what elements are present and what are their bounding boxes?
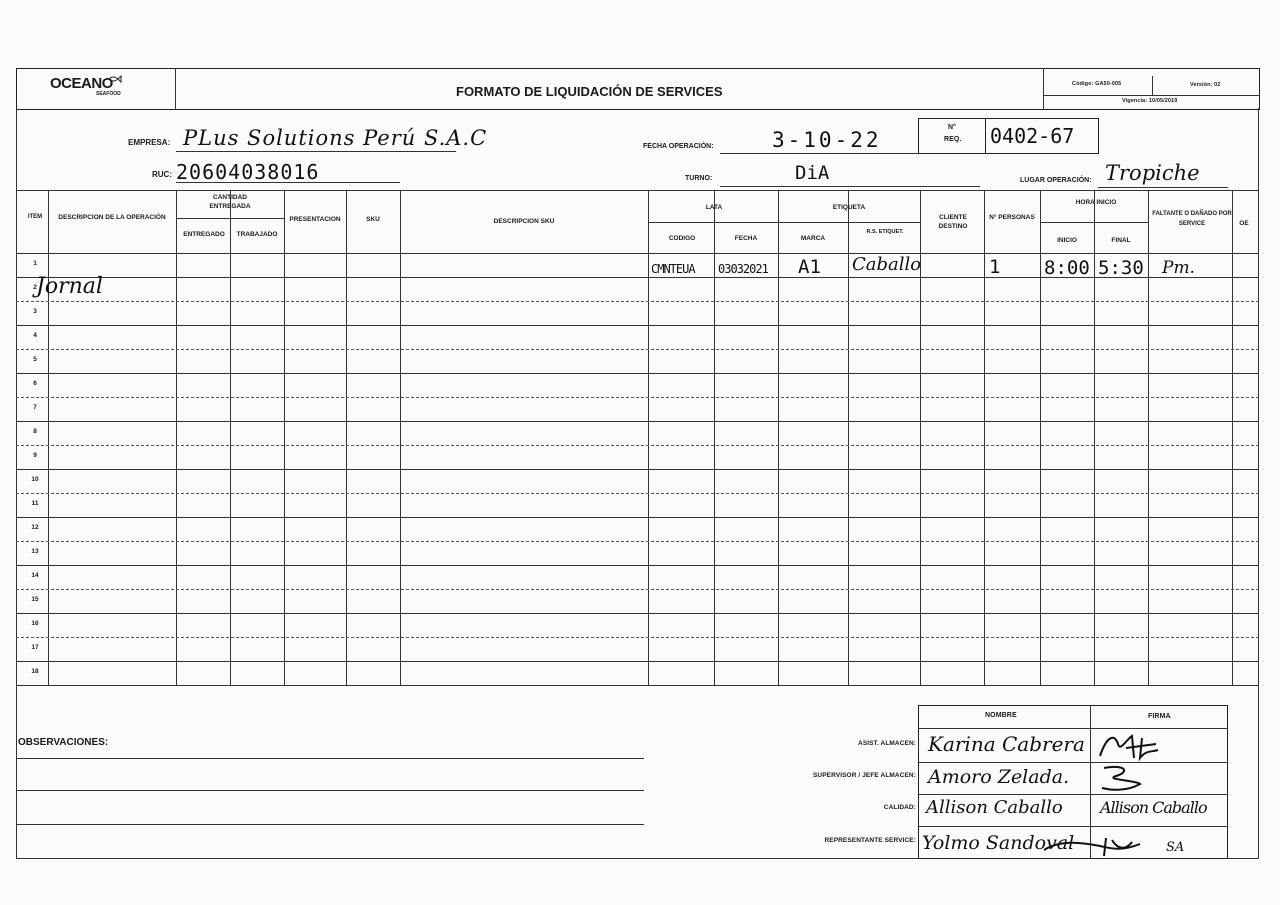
row1-marca: A1 <box>798 256 821 278</box>
observaciones-line <box>16 790 644 791</box>
form-title: FORMATO DE LIQUIDACIÓN DE SERVICES <box>456 84 723 99</box>
header-divider <box>1152 76 1153 95</box>
row2-descripcion: Jornal <box>36 274 103 299</box>
row-number: 2 <box>33 284 37 291</box>
nombre-header: NOMBRE <box>985 712 1017 719</box>
nombre-asist-almacen: Karina Cabrera <box>928 732 1085 756</box>
observaciones-line <box>16 824 644 825</box>
nreq-label-req: REQ. <box>944 136 962 143</box>
firma-header: FIRMA <box>1148 713 1171 720</box>
th-lata: LATA <box>705 204 723 211</box>
table-row-line <box>16 301 1259 302</box>
subheader-line <box>1040 222 1148 223</box>
signature-representante <box>1040 834 1170 863</box>
th-marca: MARCA <box>800 235 826 242</box>
ruc-label: RUC: <box>152 170 172 179</box>
table-column-line <box>848 190 849 685</box>
fecha-underline <box>720 153 920 154</box>
table-column-line <box>1094 190 1095 685</box>
table-row-line <box>16 325 1259 326</box>
header-divider <box>1043 95 1259 96</box>
th-entregado: ENTREGADO <box>183 231 225 238</box>
th-fecha: FECHA <box>734 235 758 242</box>
header-divider <box>175 68 176 110</box>
signature-representante-suffix: SA <box>1166 840 1185 855</box>
th-oe: OE <box>1239 220 1249 227</box>
th-rs-etiquet: R.S. ETIQUET. <box>866 229 904 235</box>
fecha-operacion-label: FECHA OPERACIÓN: <box>643 143 714 150</box>
turno-underline <box>720 186 980 187</box>
sig-row-divider <box>918 826 1227 827</box>
nombre-supervisor: Amoro Zelada. <box>928 766 1070 788</box>
row-number: 1 <box>33 260 37 267</box>
th-final: FINAL <box>1111 237 1131 244</box>
row-number: 8 <box>33 428 37 435</box>
th-cantidad-entregada: CANTIDAD ENTREGADA <box>209 194 251 210</box>
subheader-line <box>648 222 920 223</box>
table-column-line <box>284 190 285 685</box>
table-column-line <box>778 190 779 685</box>
form-code: Código: GA50-005 <box>1072 81 1122 87</box>
row-number: 16 <box>31 620 39 627</box>
table-row-line <box>16 613 1259 614</box>
table-column-line <box>230 190 231 685</box>
table-column-line <box>648 190 649 685</box>
th-codigo: CODIGO <box>668 235 696 242</box>
logo-text: OCEANO <box>50 75 113 92</box>
signature-supervisor <box>1096 762 1166 799</box>
table-row-line <box>16 373 1259 374</box>
role-representante: REPRESENTANTE SERVICE: <box>824 837 916 844</box>
sig-row-divider <box>918 794 1227 795</box>
table-row-line <box>16 445 1259 446</box>
company-logo <box>50 75 113 92</box>
row1-final: 5:30 <box>1098 257 1144 279</box>
row1-inicio: 8:00 <box>1044 257 1090 279</box>
form-vigencia: Vigencia: 10/05/2019 <box>1122 98 1178 104</box>
table-row-line <box>16 421 1259 422</box>
table-border <box>16 190 1259 191</box>
ruc-underline <box>176 182 400 183</box>
th-etiqueta: ETIQUETA <box>832 204 866 211</box>
row-number: 3 <box>33 308 37 315</box>
nreq-value: 0402-67 <box>990 124 1075 148</box>
turno-label: TURNO: <box>685 175 713 182</box>
th-presentacion: PRESENTACION <box>289 216 341 223</box>
table-column-line <box>400 190 401 685</box>
th-faltante: FALTANTE O DAÑADO POR SERVICE <box>1152 211 1232 227</box>
table-border <box>16 685 1259 686</box>
row-number: 10 <box>31 476 39 483</box>
empresa-underline <box>176 151 456 152</box>
th-trabajado: TRABAJADO <box>236 231 278 238</box>
row1-rs-etiquet: Caballo <box>852 254 922 275</box>
table-column-line <box>1258 190 1259 685</box>
nombre-representante: Yolmo Sandoval <box>922 832 1075 854</box>
table-row-line <box>16 589 1259 590</box>
th-sku: SKU <box>366 216 380 223</box>
observaciones-label: OBSERVACIONES: <box>18 737 109 748</box>
table-column-line <box>346 190 347 685</box>
th-descripcion-operacion: DESCRIPCION DE LA OPERACIÓN <box>58 214 166 221</box>
fish-icon <box>108 70 122 78</box>
row-number: 15 <box>31 596 39 603</box>
table-row-line <box>16 397 1259 398</box>
logo-subtext: SEAFOOD <box>96 91 121 97</box>
table-column-line <box>16 190 17 685</box>
table-column-line <box>1232 190 1233 685</box>
sig-row-divider <box>918 728 1227 729</box>
fecha-operacion-value: 3-10-22 <box>772 128 882 152</box>
role-supervisor: SUPERVISOR / JEFE ALMACEN: <box>812 772 916 779</box>
row1-fecha: 03032021 <box>718 262 768 276</box>
lugar-operacion-value: Tropiche <box>1105 161 1200 185</box>
row-number: 18 <box>31 668 39 675</box>
row-number: 13 <box>31 548 39 555</box>
row-number: 9 <box>33 452 37 459</box>
role-asist-almacen: ASIST. ALMACEN: <box>858 740 916 747</box>
table-row-line <box>16 349 1259 350</box>
empresa-label: EMPRESA: <box>128 138 171 147</box>
th-descripcion-sku: DESCRIPCION SKU <box>493 218 555 225</box>
th-item: ITEM <box>27 214 43 220</box>
row1-faltante: Pm. <box>1162 258 1195 278</box>
table-row-line <box>16 517 1259 518</box>
th-hora-inicio: HORA INICIO <box>1075 199 1117 206</box>
form-version: Versión: 02 <box>1190 82 1221 88</box>
row-number: 7 <box>33 404 37 411</box>
table-row-line <box>16 469 1259 470</box>
observaciones-line <box>16 758 644 759</box>
row1-codigo: CMNTEUA <box>651 262 695 276</box>
row1-n-personas: 1 <box>989 256 1001 278</box>
table-row-line <box>16 661 1259 662</box>
nombre-calidad: Allison Caballo <box>926 797 1063 818</box>
table-row-line <box>16 637 1259 638</box>
empresa-value: PLus Solutions Perú S.A.C <box>183 126 488 150</box>
table-column-line <box>984 190 985 685</box>
th-n-personas: N° PERSONAS <box>989 214 1035 221</box>
row-number: 4 <box>33 332 37 339</box>
row-number: 6 <box>33 380 37 387</box>
subheader-line <box>176 218 284 219</box>
header-divider <box>1043 68 1044 110</box>
lugar-operacion-label: LUGAR OPERACIÓN: <box>1020 177 1092 184</box>
lugar-underline <box>1098 187 1228 188</box>
table-column-line <box>176 190 177 685</box>
nreq-label-n: N° <box>948 124 957 131</box>
table-column-line <box>714 190 715 685</box>
table-column-line <box>1040 190 1041 685</box>
role-calidad: CALIDAD: <box>883 804 916 811</box>
row-number: 11 <box>31 500 39 507</box>
row-number: 12 <box>31 524 39 531</box>
table-row-line <box>16 541 1259 542</box>
turno-value: DiA <box>795 162 830 184</box>
signature-calidad: Allison Caballo <box>1100 798 1207 817</box>
table-row-line <box>16 493 1259 494</box>
row-number: 17 <box>31 644 39 651</box>
th-cliente-destino: CLIENTE DESTINO <box>938 214 968 230</box>
ruc-value: 20604038016 <box>176 160 320 184</box>
row-number: 5 <box>33 356 37 363</box>
table-header-border <box>16 253 1259 254</box>
table-column-line <box>1148 190 1149 685</box>
table-row-line <box>16 565 1259 566</box>
th-inicio: INICIO <box>1057 237 1077 244</box>
row-number: 14 <box>31 572 39 579</box>
table-column-line <box>48 190 49 685</box>
